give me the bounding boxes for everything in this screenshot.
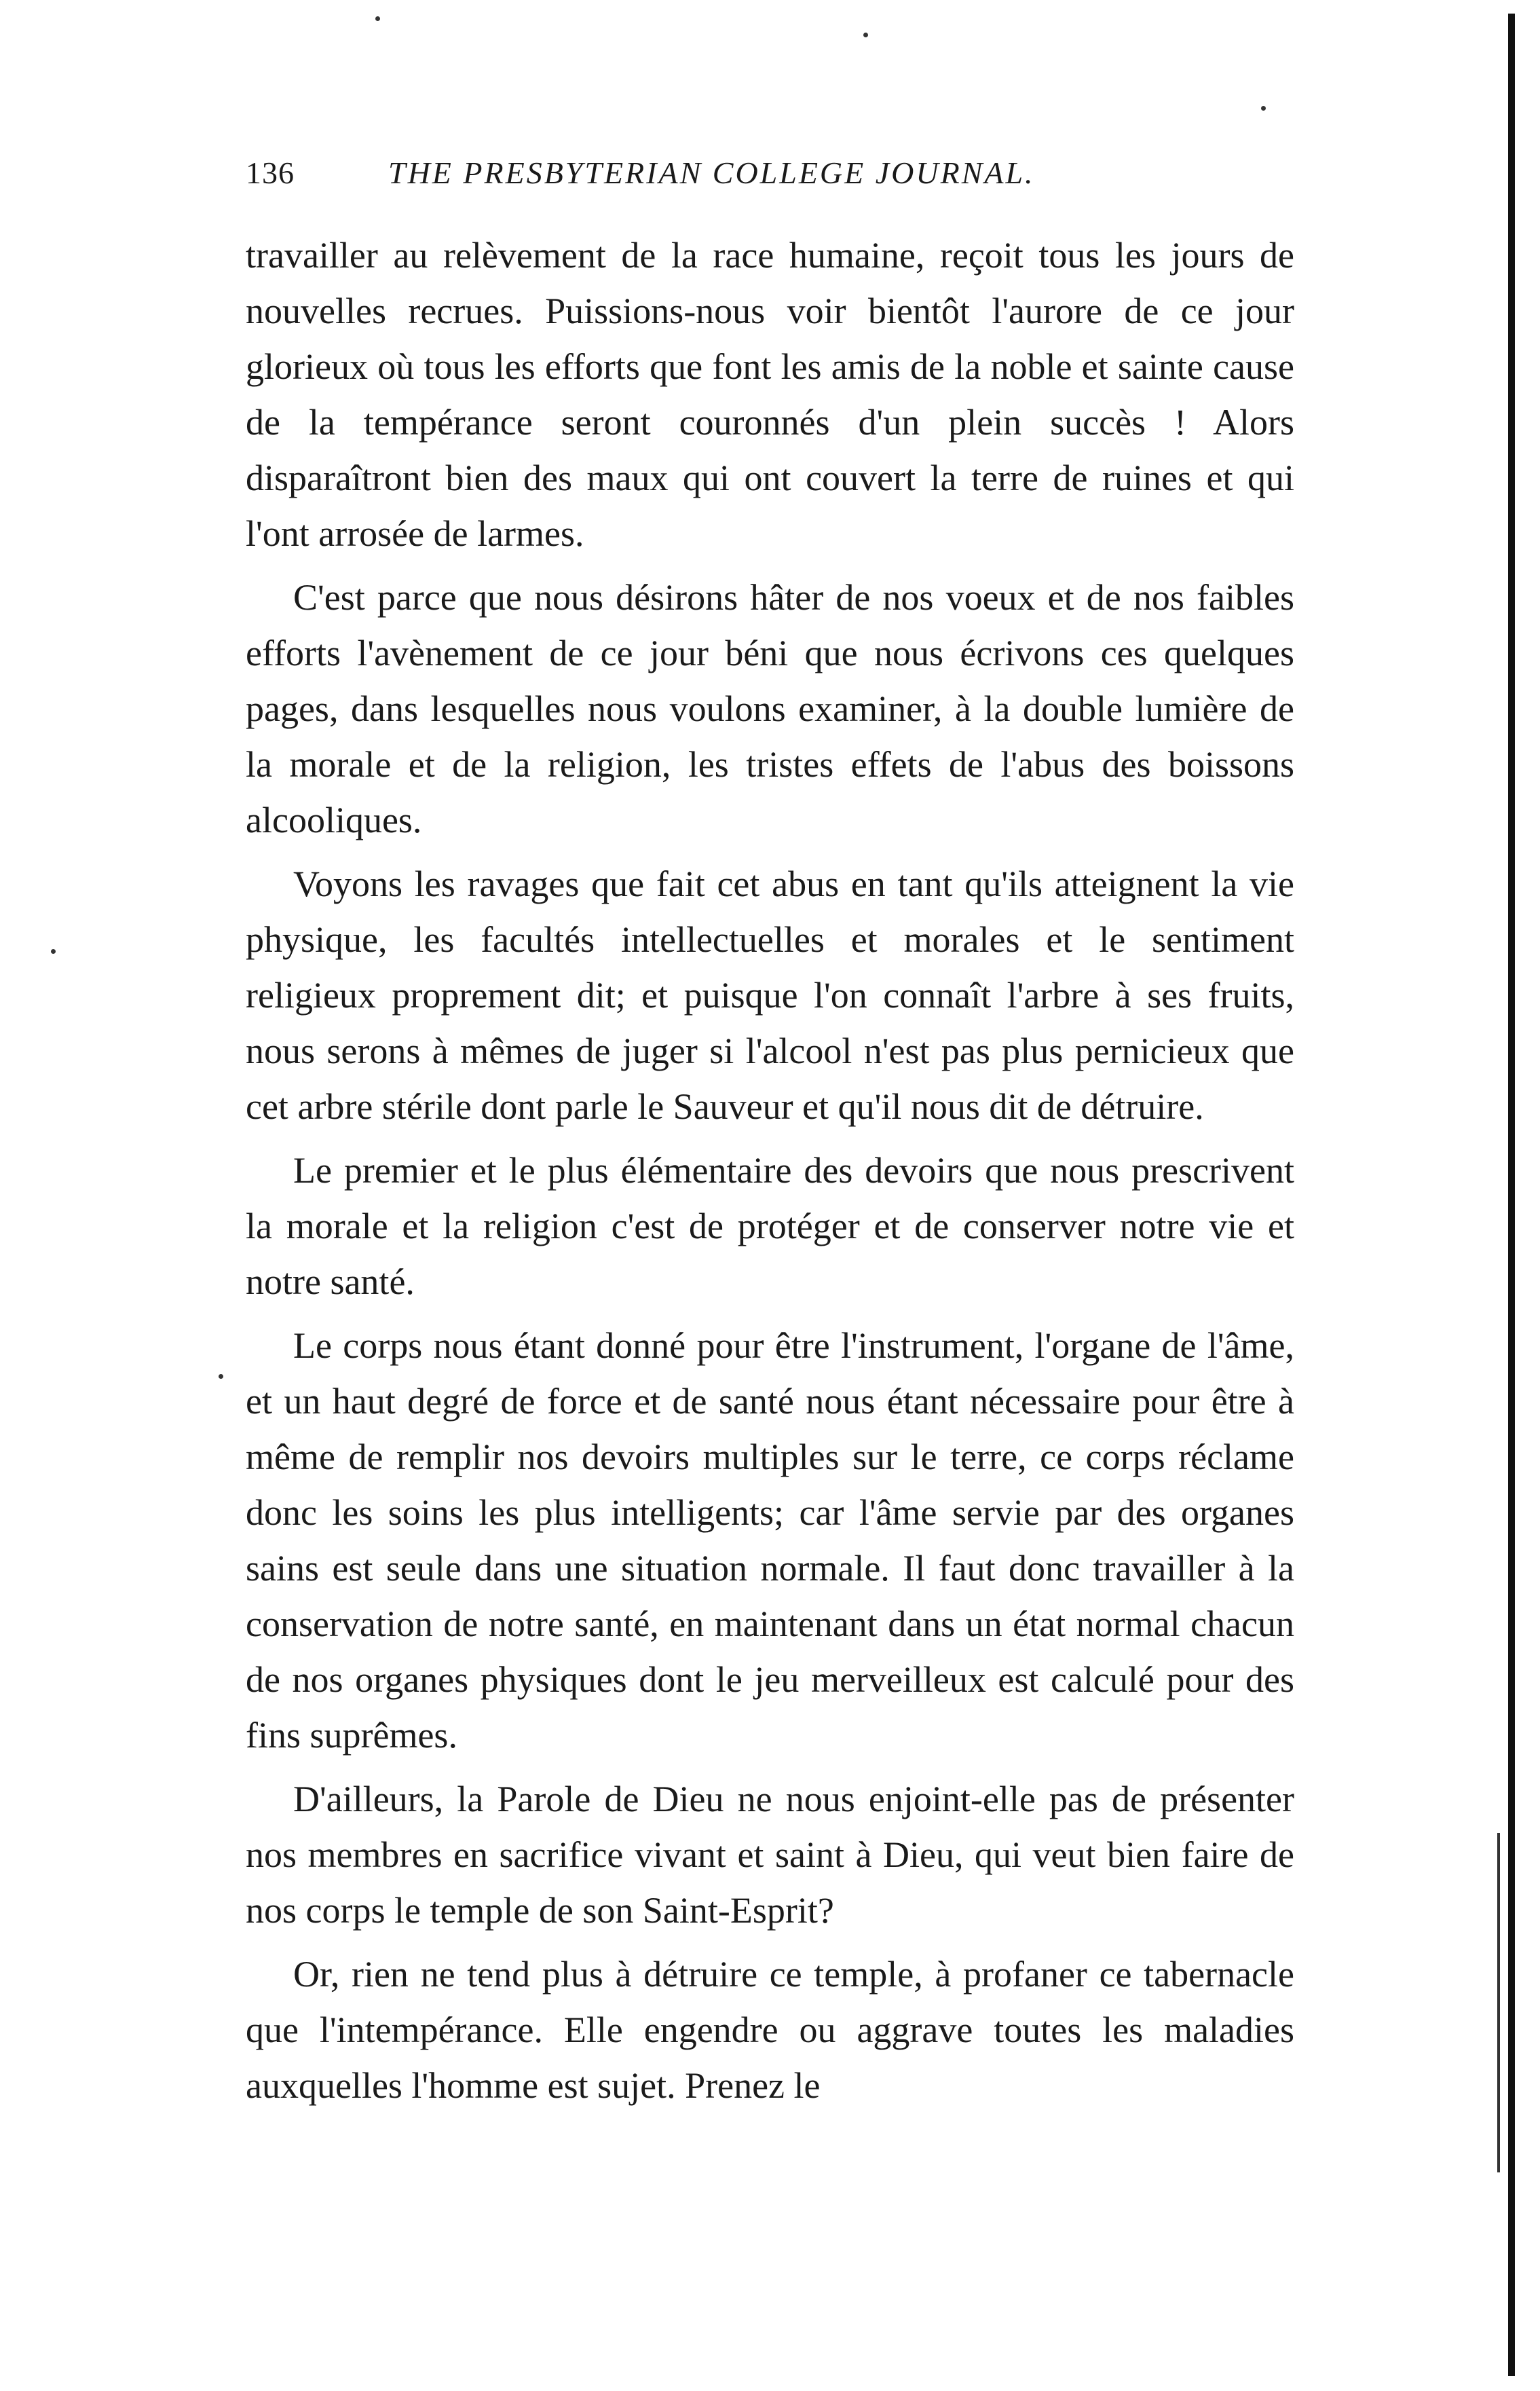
paragraph-2: C'est parce que nous désirons hâter de nos voeux et de nos faibles efforts l'avènement de ce jour béni que nous écrivons ces quelques pages, dans lesquelles nous voulons examiner, à la double lumière de la morale et de la religion, les tristes effets de l'abus des boissons alcooliques. bbox=[246, 577, 1294, 840]
paragraph-4: Le premier et le plus élémentaire des devoirs que nous prescrivent la morale et la religion c'est de protéger et de conserver notre vie et notre santé. bbox=[246, 1150, 1294, 1302]
body-text bbox=[246, 227, 1294, 2121]
paragraph-7: Or, rien ne tend plus à détruire ce temple, à profaner ce tabernacle que l'intempérance. Elle engendre ou aggrave toutes les maladies auxquelles l'homme est sujet. Prenez le bbox=[246, 1954, 1294, 2106]
scan-speck bbox=[1261, 106, 1266, 111]
paragraph-1: travailler au relèvement de la race humaine, reçoit tous les jours de nouvelles recrues. Puissions-nous voir bientôt l'aurore de ce jour glorieux où tous les efforts que font les amis de la noble et sainte cause de la tempérance seront couronnés d'un plein succès ! Alors disparaîtront bien des maux qui ont couvert la terre de ruines et qui l'ont arrosée de larmes. bbox=[246, 235, 1294, 554]
scan-speck bbox=[863, 33, 868, 37]
paragraph-6: D'ailleurs, la Parole de Dieu ne nous enjoint-elle pas de présenter nos membres en sacrifice vivant et saint à Dieu, qui veut bien faire de nos corps le temple de son Saint-Esprit? bbox=[246, 1779, 1294, 1931]
scan-speck bbox=[375, 16, 380, 21]
scan-speck bbox=[219, 1374, 223, 1379]
page-header bbox=[246, 155, 1304, 202]
running-title: THE PRESBYTERIAN COLLEGE JOURNAL. bbox=[388, 155, 1035, 190]
paragraph-5: Le corps nous étant donné pour être l'instrument, l'organe de l'âme, et un haut degré de force et de santé nous étant nécessaire pour être à même de remplir nos devoirs multiples sur le terre, ce corps réclame donc les soins les plus intelligents; car l'âme servie par des organes sains est seule dans une situation normale. Il faut donc travailler à la conservation de notre santé, en maintenant dans un état normal chacun de nos organes physiques dont le jeu merveilleux est calculé pour des fins suprêmes. bbox=[246, 1325, 1294, 1756]
paragraph-3: Voyons les ravages que fait cet abus en tant qu'ils atteignent la vie physique, les facultés intellectuelles et morales et le sentiment religieux proprement dit; et puisque l'on connaît l'arbre à ses fruits, nous serons à mêmes de juger si l'alcool n'est pas plus pernicieux que cet arbre stérile dont parle le Sauveur et qu'il nous dit de détruire. bbox=[246, 864, 1294, 1127]
scan-edge-shadow bbox=[1508, 14, 1515, 2376]
scan-speck bbox=[51, 949, 56, 954]
scan-edge-mark bbox=[1497, 1833, 1500, 2172]
page-number: 136 bbox=[246, 155, 295, 190]
